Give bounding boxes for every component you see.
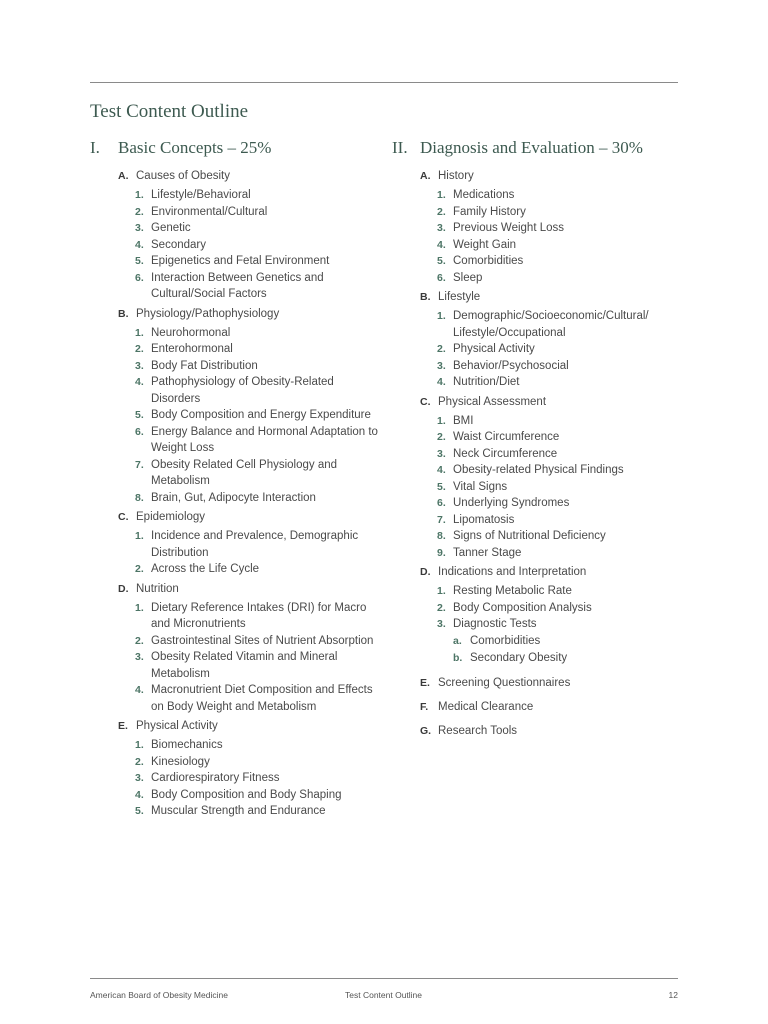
subsection-heading bbox=[420, 394, 682, 411]
sub-list-item bbox=[453, 650, 682, 668]
subsection bbox=[420, 564, 682, 668]
item-text: Tanner Stage bbox=[453, 546, 522, 559]
subsection-list bbox=[420, 168, 682, 740]
item-number: 6. bbox=[135, 425, 144, 438]
list-item bbox=[135, 204, 380, 221]
item-text: Body Composition and Body Shaping bbox=[151, 788, 342, 801]
subitem-list bbox=[453, 633, 682, 668]
item-list bbox=[135, 325, 380, 507]
subsection-heading bbox=[118, 306, 380, 323]
item-text: Lipomatosis bbox=[453, 513, 515, 526]
item-number: 5. bbox=[135, 805, 144, 817]
subsection-letter: B. bbox=[118, 307, 129, 320]
item-number: 9. bbox=[437, 546, 446, 559]
item-number: 4. bbox=[135, 788, 144, 801]
item-text: Macronutrient Diet Composition and Effects on Body Weight and Metabolism bbox=[151, 684, 373, 713]
footer-document-title: Test Content Outline bbox=[345, 990, 423, 1000]
list-item bbox=[437, 479, 682, 496]
subitem-text: Secondary Obesity bbox=[470, 652, 568, 664]
item-number: 4. bbox=[135, 238, 144, 251]
subsection bbox=[420, 675, 682, 692]
list-item bbox=[437, 616, 682, 633]
list-item bbox=[437, 495, 682, 512]
list-item bbox=[135, 528, 380, 561]
subsection-letter: E. bbox=[420, 676, 430, 689]
item-text: Pathophysiology of Obesity-Related Disorders bbox=[151, 376, 334, 405]
item-number: 1. bbox=[135, 530, 144, 542]
list-item bbox=[135, 325, 380, 342]
item-number: 8. bbox=[437, 530, 446, 542]
item-number: 6. bbox=[135, 271, 144, 284]
item-text: Incidence and Prevalence, Demographic Distribution bbox=[151, 530, 359, 559]
item-list bbox=[437, 308, 682, 391]
subsection bbox=[118, 509, 380, 578]
subsection-heading bbox=[420, 564, 682, 581]
item-text: Muscular Strength and Endurance bbox=[151, 805, 326, 817]
item-number: 3. bbox=[135, 359, 144, 372]
item-number: 6. bbox=[437, 271, 446, 284]
item-text: Interaction Between Genetics and Cultural/Social Factors bbox=[151, 271, 324, 300]
subsection-heading bbox=[420, 699, 682, 716]
list-item bbox=[135, 649, 380, 682]
subsection bbox=[118, 718, 380, 820]
item-number: 3. bbox=[437, 359, 446, 372]
list-item bbox=[135, 253, 380, 270]
list-item bbox=[437, 446, 682, 463]
item-list bbox=[135, 600, 380, 716]
list-item bbox=[135, 187, 380, 204]
list-item bbox=[135, 600, 380, 633]
subsection-letter: F. bbox=[420, 700, 429, 713]
list-item bbox=[135, 770, 380, 787]
list-item bbox=[437, 413, 682, 430]
list-item bbox=[437, 253, 682, 270]
item-text: Obesity Related Vitamin and Mineral Metabolism bbox=[151, 651, 338, 680]
item-text: Cardiorespiratory Fitness bbox=[151, 772, 280, 784]
subsection-letter: B. bbox=[420, 291, 431, 303]
item-text: Neurohormonal bbox=[151, 326, 231, 339]
subsection-letter: D. bbox=[118, 582, 129, 595]
list-item bbox=[437, 374, 682, 391]
item-text: Across the Life Cycle bbox=[151, 563, 260, 575]
item-text: Nutrition/Diet bbox=[453, 376, 520, 388]
item-text: Diagnostic Tests bbox=[453, 618, 537, 630]
subsection-title: Physiology/Pathophysiology bbox=[136, 307, 280, 320]
subsection bbox=[118, 306, 380, 507]
subsection bbox=[118, 168, 380, 303]
item-number: 3. bbox=[135, 772, 144, 784]
subsection-heading bbox=[118, 581, 380, 598]
list-item bbox=[437, 187, 682, 204]
item-number: 2. bbox=[135, 634, 144, 647]
list-item bbox=[437, 220, 682, 237]
subitem-letter: a. bbox=[453, 634, 462, 647]
list-item bbox=[437, 429, 682, 446]
item-number: 2. bbox=[437, 343, 446, 355]
item-list bbox=[437, 187, 682, 286]
item-list bbox=[135, 737, 380, 820]
item-text: Obesity-related Physical Findings bbox=[453, 464, 624, 476]
item-text: Enterohormonal bbox=[151, 343, 233, 355]
section-title: Basic Concepts – 25% bbox=[118, 138, 272, 157]
top-rule bbox=[90, 82, 678, 83]
item-text: Underlying Syndromes bbox=[453, 497, 570, 509]
item-number: 1. bbox=[437, 414, 446, 427]
list-item bbox=[135, 754, 380, 771]
item-number: 8. bbox=[135, 491, 144, 504]
item-number: 2. bbox=[135, 563, 144, 575]
item-number: 3. bbox=[437, 447, 446, 460]
subsection-heading bbox=[118, 509, 380, 526]
item-number: 5. bbox=[437, 255, 446, 267]
item-list bbox=[135, 528, 380, 578]
list-item bbox=[135, 787, 380, 804]
item-text: Signs of Nutritional Deficiency bbox=[453, 530, 606, 542]
subsection-title: Causes of Obesity bbox=[136, 170, 230, 182]
subsection-title: Research Tools bbox=[438, 724, 518, 737]
item-text: Environmental/Cultural bbox=[151, 205, 268, 218]
item-text: Resting Metabolic Rate bbox=[453, 585, 572, 597]
section-title: Diagnosis and Evaluation – 30% bbox=[420, 138, 643, 157]
subsection-title: Medical Clearance bbox=[438, 700, 534, 713]
section-heading bbox=[392, 138, 682, 162]
item-number: 7. bbox=[135, 458, 144, 471]
subsection-title: Epidemiology bbox=[136, 511, 206, 523]
subsection-heading bbox=[118, 168, 380, 185]
list-item bbox=[135, 803, 380, 820]
subsection-letter: G. bbox=[420, 724, 432, 737]
subsection-title: Physical Activity bbox=[136, 720, 218, 732]
section-number: I. bbox=[90, 138, 100, 157]
item-number: 4. bbox=[437, 238, 446, 251]
subsection-title: Physical Assessment bbox=[438, 395, 547, 408]
subsection-letter: A. bbox=[420, 170, 431, 182]
list-item bbox=[437, 462, 682, 479]
page-title: Test Content Outline bbox=[90, 101, 249, 122]
list-item bbox=[135, 270, 380, 303]
item-number: 3. bbox=[437, 222, 446, 234]
item-number: 2. bbox=[135, 755, 144, 768]
list-item bbox=[437, 358, 682, 375]
list-item bbox=[135, 633, 380, 650]
item-number: 2. bbox=[135, 205, 144, 218]
subsection-title: Lifestyle bbox=[438, 291, 481, 303]
list-item bbox=[135, 407, 380, 424]
item-text: Body Fat Distribution bbox=[151, 359, 258, 372]
list-item bbox=[437, 270, 682, 287]
item-text: Body Composition and Energy Expenditure bbox=[151, 409, 371, 421]
item-number: 1. bbox=[437, 310, 446, 322]
footer-page-number: 12 bbox=[668, 990, 678, 1000]
list-item bbox=[135, 457, 380, 490]
list-item bbox=[437, 237, 682, 254]
item-number: 6. bbox=[437, 497, 446, 509]
item-text: Comorbidities bbox=[453, 255, 524, 267]
subsection bbox=[420, 394, 682, 562]
section-basic-concepts bbox=[90, 138, 380, 822]
bottom-rule bbox=[90, 978, 678, 979]
item-list bbox=[437, 413, 682, 562]
item-text: Vital Signs bbox=[453, 480, 508, 493]
item-text: Neck Circumference bbox=[453, 447, 558, 460]
subsection-title: Nutrition bbox=[136, 582, 179, 595]
subsection-heading bbox=[420, 168, 682, 185]
subsection-letter: A. bbox=[118, 170, 129, 182]
item-text: Previous Weight Loss bbox=[453, 222, 565, 234]
item-text: Demographic/Socioeconomic/Cultural/ Lifestyle/Occupational bbox=[453, 310, 649, 339]
item-number: 3. bbox=[135, 651, 144, 663]
item-text: BMI bbox=[453, 414, 474, 427]
item-text: Genetic bbox=[151, 222, 191, 234]
item-number: 4. bbox=[135, 684, 144, 696]
item-number: 3. bbox=[437, 618, 446, 630]
list-item bbox=[135, 237, 380, 254]
subsection-title: Indications and Interpretation bbox=[438, 566, 587, 578]
subsection-heading bbox=[420, 723, 682, 740]
item-text: Body Composition Analysis bbox=[453, 601, 592, 614]
footer-organization: American Board of Obesity Medicine bbox=[90, 990, 228, 1000]
list-item bbox=[135, 341, 380, 358]
subitem-text: Comorbidities bbox=[470, 634, 541, 647]
list-item bbox=[135, 561, 380, 578]
item-number: 1. bbox=[135, 739, 144, 751]
item-number: 4. bbox=[437, 464, 446, 476]
list-item bbox=[135, 358, 380, 375]
subsection bbox=[420, 723, 682, 740]
subsection-heading bbox=[118, 718, 380, 735]
list-item bbox=[437, 600, 682, 617]
item-text: Lifestyle/Behavioral bbox=[151, 189, 251, 201]
subsection bbox=[118, 581, 380, 716]
subsection-letter: C. bbox=[420, 395, 431, 408]
item-number: 1. bbox=[437, 585, 446, 597]
item-number: 2. bbox=[437, 431, 446, 443]
subsection bbox=[420, 289, 682, 391]
list-item bbox=[135, 374, 380, 407]
list-item bbox=[437, 528, 682, 545]
list-item bbox=[135, 490, 380, 507]
list-item bbox=[437, 308, 682, 341]
item-number: 1. bbox=[135, 189, 144, 201]
subsection bbox=[420, 168, 682, 286]
item-number: 5. bbox=[135, 409, 144, 421]
list-item bbox=[437, 583, 682, 600]
item-number: 5. bbox=[437, 480, 446, 493]
item-number: 2. bbox=[135, 343, 144, 355]
item-list bbox=[437, 583, 682, 668]
item-text: Waist Circumference bbox=[453, 431, 560, 443]
subsection-heading bbox=[420, 675, 682, 692]
subsection-letter: D. bbox=[420, 566, 431, 578]
subsection-heading bbox=[420, 289, 682, 306]
item-number: 1. bbox=[135, 326, 144, 339]
list-item bbox=[135, 220, 380, 237]
item-number: 4. bbox=[437, 376, 446, 388]
list-item bbox=[437, 545, 682, 562]
item-text: Weight Gain bbox=[453, 238, 517, 251]
subsection bbox=[420, 699, 682, 716]
subitem-letter: b. bbox=[453, 652, 463, 664]
item-number: 5. bbox=[135, 255, 144, 267]
section-diagnosis-evaluation bbox=[392, 138, 682, 740]
subsection-title: Screening Questionnaires bbox=[438, 676, 571, 689]
item-number: 1. bbox=[437, 189, 446, 201]
list-item bbox=[437, 341, 682, 358]
item-text: Obesity Related Cell Physiology and Metabolism bbox=[151, 458, 338, 487]
list-item bbox=[135, 424, 380, 457]
item-text: Sleep bbox=[453, 271, 483, 284]
item-text: Secondary bbox=[151, 238, 206, 251]
item-list bbox=[135, 187, 380, 303]
item-number: 7. bbox=[437, 513, 446, 526]
item-text: Dietary Reference Intakes (DRI) for Macro and Micronutrients bbox=[151, 601, 367, 630]
item-text: Biomechanics bbox=[151, 739, 223, 751]
subsection-title: History bbox=[438, 170, 474, 182]
item-text: Physical Activity bbox=[453, 343, 535, 355]
sub-list-item bbox=[453, 633, 682, 651]
item-number: 3. bbox=[135, 222, 144, 234]
list-item bbox=[437, 512, 682, 529]
item-text: Family History bbox=[453, 205, 526, 218]
list-item bbox=[135, 682, 380, 715]
item-number: 1. bbox=[135, 601, 144, 614]
section-heading bbox=[90, 138, 380, 162]
item-text: Kinesiology bbox=[151, 755, 210, 768]
item-number: 2. bbox=[437, 601, 446, 614]
list-item bbox=[437, 204, 682, 221]
subsection-letter: E. bbox=[118, 720, 128, 732]
list-item bbox=[135, 737, 380, 754]
item-text: Epigenetics and Fetal Environment bbox=[151, 255, 330, 267]
item-text: Energy Balance and Hormonal Adaptation to Weight Loss bbox=[151, 425, 378, 454]
item-number: 4. bbox=[135, 376, 144, 388]
section-number: II. bbox=[392, 138, 408, 157]
subsection-list bbox=[118, 168, 380, 820]
item-text: Brain, Gut, Adipocyte Interaction bbox=[151, 491, 316, 504]
item-number: 2. bbox=[437, 205, 446, 218]
item-text: Gastrointestinal Sites of Nutrient Absorption bbox=[151, 634, 374, 647]
item-text: Medications bbox=[453, 189, 515, 201]
item-text: Behavior/Psychosocial bbox=[453, 359, 569, 372]
subsection-letter: C. bbox=[118, 511, 129, 523]
